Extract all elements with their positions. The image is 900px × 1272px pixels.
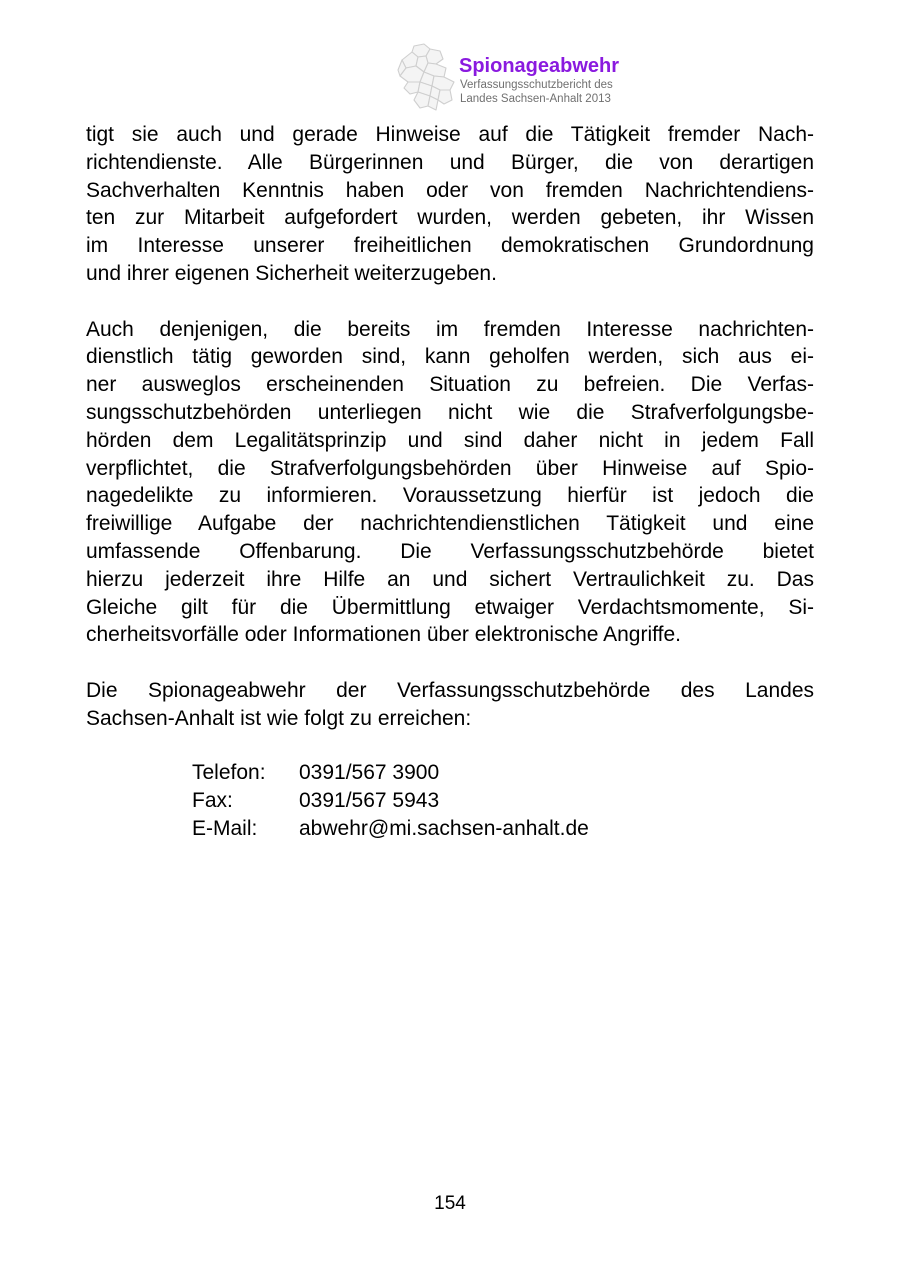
- text-line: umfassende Offenbarung. Die Verfassungsschutzbehörde bietet: [86, 539, 814, 563]
- paragraph-spacer: [86, 649, 814, 677]
- text-line: Auch denjenigen, die bereits im fremden Interesse nachrichten-: [86, 317, 814, 341]
- contact-fax-row: [192, 787, 589, 815]
- text-line: Die Spionageabwehr der Verfassungsschutzbehörde des Landes: [86, 678, 814, 702]
- contact-phone-row: [192, 759, 589, 787]
- text-line: verpflichtet, die Strafverfolgungsbehörden über Hinweise auf Spio-: [86, 456, 814, 480]
- text-line: Sachverhalten Kenntnis haben oder von fremden Nachrichtendiens-: [86, 178, 814, 202]
- text-line: hörden dem Legalitätsprinzip und sind daher nicht in jedem Fall: [86, 428, 814, 452]
- paragraph-2: [86, 316, 814, 650]
- page-header: [396, 42, 696, 114]
- text-line: cherheitsvorfälle oder Informationen über elektronische Angriffe.: [86, 623, 681, 647]
- contact-block: [192, 759, 589, 842]
- text-line: im Interesse unserer freiheitlichen demokratischen Grundordnung: [86, 234, 814, 258]
- saxony-anhalt-map-icon: [396, 42, 458, 114]
- paragraph-3: [86, 677, 814, 733]
- fax-value: 0391/567 5943: [299, 788, 440, 812]
- text-line: Sachsen-Anhalt ist wie folgt zu erreichen:: [86, 706, 472, 730]
- text-line: ten zur Mitarbeit aufgefordert wurden, werden gebeten, ihr Wissen: [86, 206, 814, 230]
- header-subtitle-line2: Landes Sachsen-Anhalt 2013: [460, 93, 611, 105]
- text-line: hierzu jederzeit ihre Hilfe an und sichert Vertraulichkeit zu. Das: [86, 567, 814, 591]
- text-line: und ihrer eigenen Sicherheit weiterzugeben.: [86, 261, 497, 285]
- body-text: [86, 121, 814, 733]
- email-value: abwehr@mi.sachsen-anhalt.de: [299, 816, 589, 840]
- text-line: richtendienste. Alle Bürgerinnen und Bürger, die von derartigen: [86, 150, 814, 174]
- text-line: ner ausweglos erscheinenden Situation zu befreien. Die Verfas-: [86, 373, 814, 397]
- text-line: Gleiche gilt für die Übermittlung etwaiger Verdachtsmomente, Si-: [86, 595, 814, 619]
- header-subtitle-line1: Verfassungsschutzbericht des: [460, 79, 613, 91]
- text-line: dienstlich tätig geworden sind, kann geholfen werden, sich aus ei-: [86, 345, 814, 369]
- paragraph-1: [86, 121, 814, 288]
- phone-value: 0391/567 3900: [299, 761, 440, 784]
- text-line: tigt sie auch und gerade Hinweise auf die Tätigkeit fremder Nach-: [86, 123, 814, 146]
- page-number: 154: [434, 1193, 466, 1214]
- fax-label: Fax:: [192, 788, 233, 812]
- text-line: sungsschutzbehörden unterliegen nicht wie die Strafverfolgungsbe-: [86, 400, 814, 424]
- phone-label: Telefon:: [192, 761, 266, 784]
- paragraph-spacer: [86, 288, 814, 316]
- header-title: Spionageabwehr: [459, 55, 620, 77]
- text-line: freiwillige Aufgabe der nachrichtendienstlichen Tätigkeit und eine: [86, 512, 814, 536]
- contact-email-row: [192, 815, 589, 843]
- email-label: E-Mail:: [192, 816, 258, 840]
- text-line: nagedelikte zu informieren. Voraussetzung hierfür ist jedoch die: [86, 484, 814, 508]
